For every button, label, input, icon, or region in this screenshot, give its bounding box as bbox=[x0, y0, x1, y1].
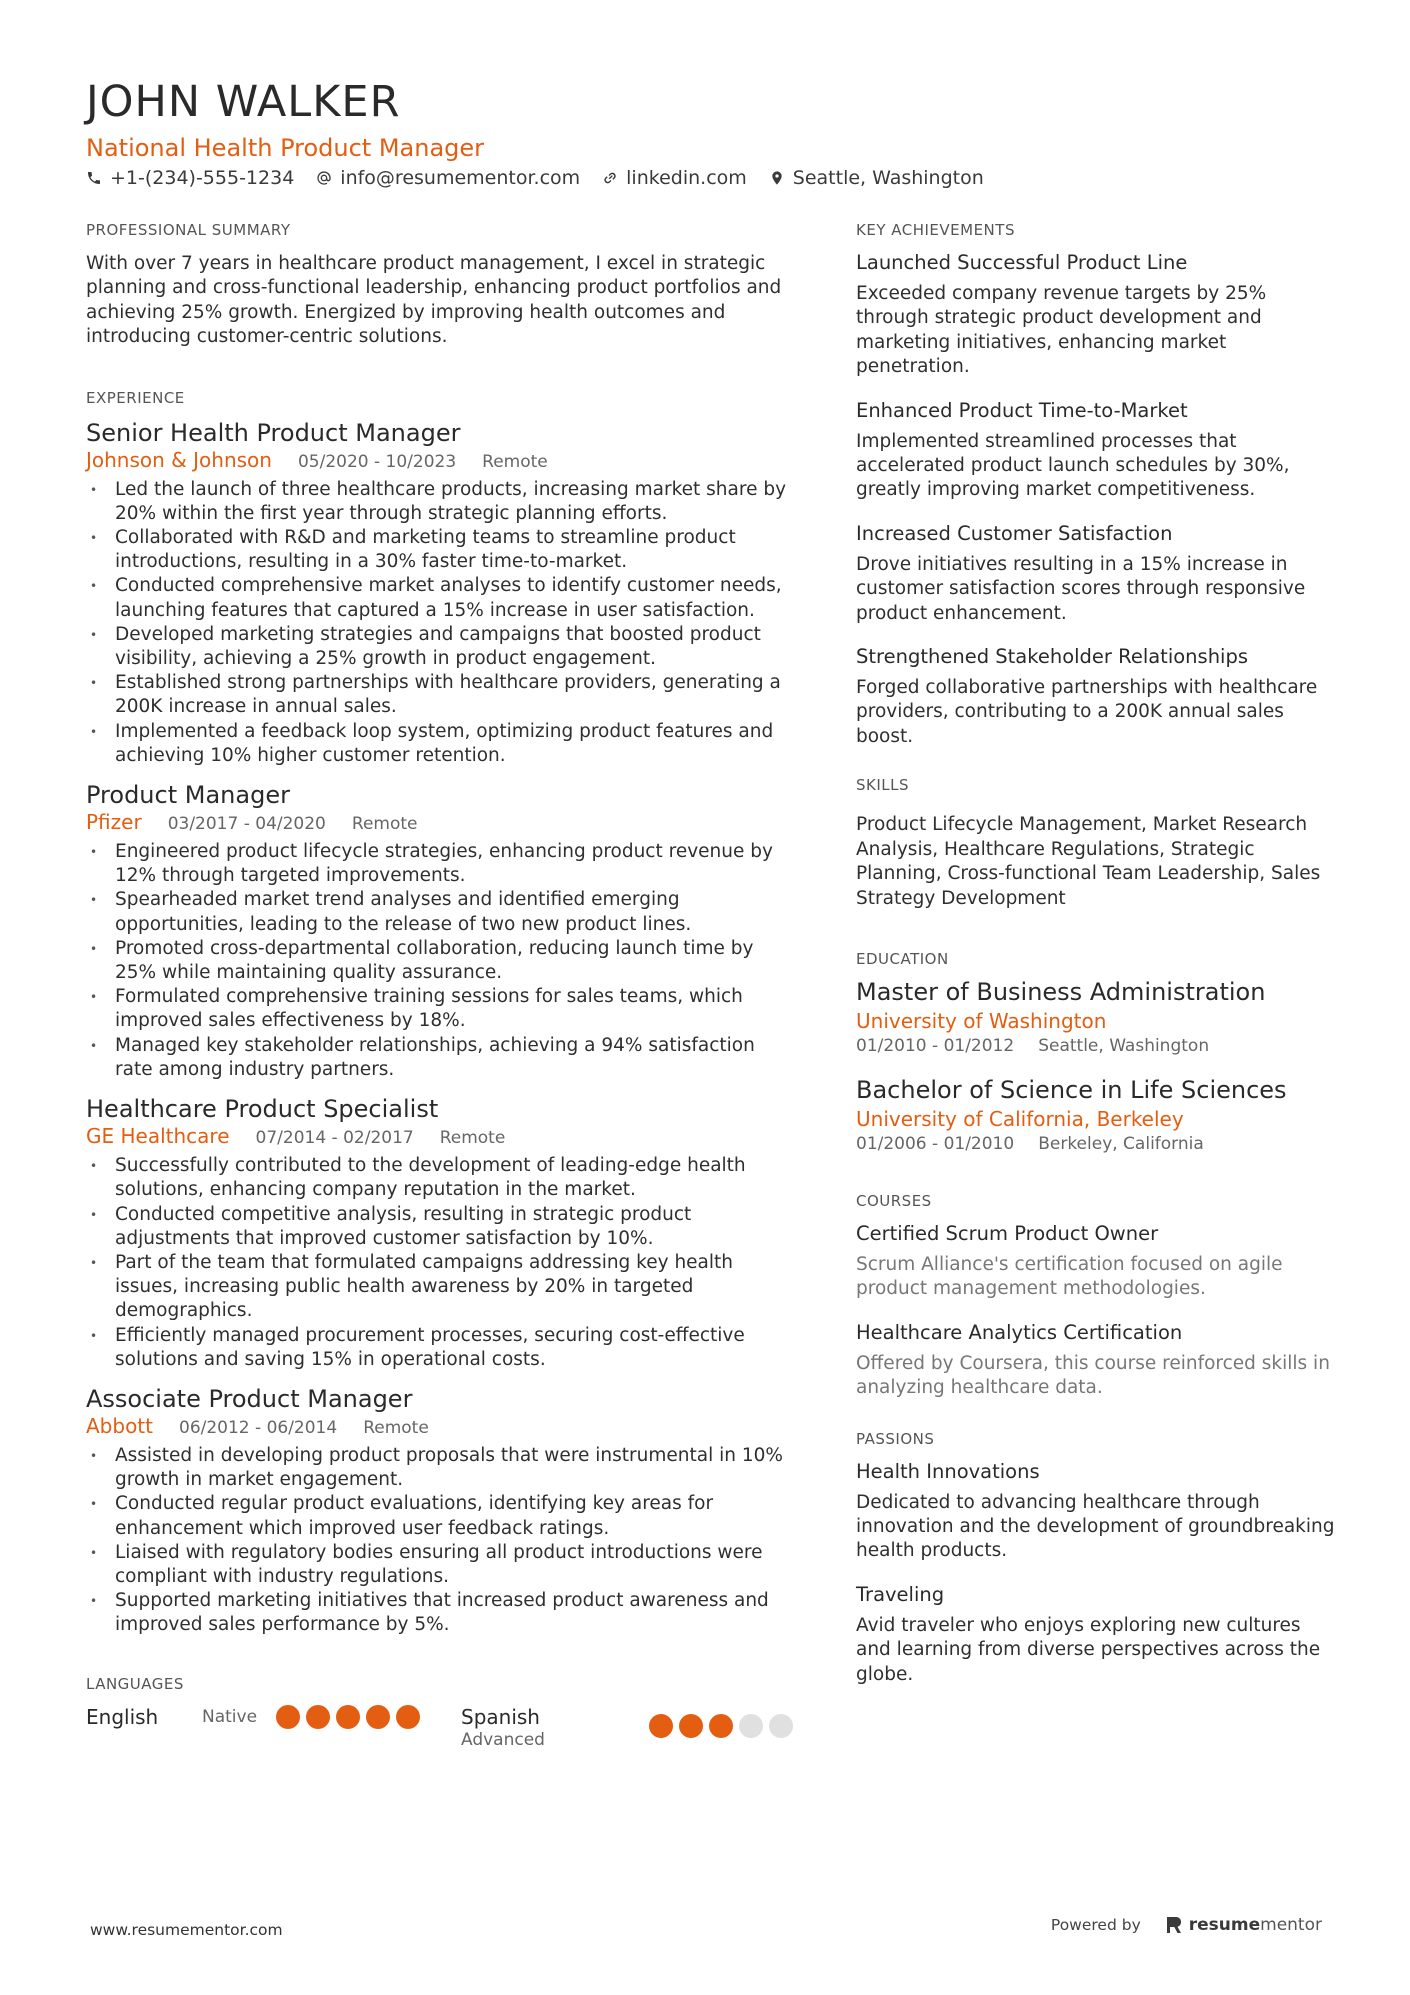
job-meta bbox=[86, 1414, 796, 1440]
achievement-item bbox=[856, 398, 1341, 503]
achievement-text: Drove initiatives resulting in a 15% increase in customer satisfaction scores through responsive product enhancement. bbox=[856, 553, 1306, 624]
language-name: Spanish bbox=[461, 1704, 540, 1729]
skills-heading: SKILLS bbox=[856, 776, 910, 795]
resumementor-logo-icon bbox=[1165, 1915, 1183, 1935]
achievement-text: Implemented streamlined processes that accelerated product launch schedules by 30%, greatly improving market competitiveness. bbox=[856, 430, 1290, 501]
education-location: Seattle, Washington bbox=[1038, 1035, 1210, 1056]
achievement-item bbox=[856, 521, 1341, 626]
education-school: University of Washington bbox=[856, 1008, 1107, 1033]
location-pin-icon bbox=[769, 170, 785, 186]
achievement-title: Increased Customer Satisfaction bbox=[856, 521, 1173, 545]
rating-dot-filled bbox=[709, 1714, 733, 1738]
achievements-heading: KEY ACHIEVEMENTS bbox=[856, 221, 1015, 239]
job-title: Associate Product Manager bbox=[86, 1384, 413, 1413]
achievement-text: Forged collaborative partnerships with healthcare providers, contributing to a 200K annual sales boost. bbox=[856, 677, 1318, 747]
job-bullet: • Engineered product lifecycle strategies, enhancing product revenue by 12% through targeted improvements. bbox=[86, 840, 796, 888]
job-title: Senior Health Product Manager bbox=[86, 418, 461, 447]
job-bullet: • Formulated comprehensive training sessions for sales teams, which improved sales effectiveness by 18%. bbox=[86, 985, 796, 1033]
job-location: Remote bbox=[439, 1128, 506, 1149]
course-text: Offered by Coursera, this course reinforced skills in analyzing healthcare data. bbox=[856, 1352, 1330, 1399]
job-bullet: • Assisted in developing product proposals that were instrumental in 10% growth in market engagement. bbox=[86, 1444, 796, 1492]
job-bullet: • Conducted regular product evaluations, identifying key areas for enhancement which improved user feedback ratings. bbox=[86, 1492, 796, 1540]
job-meta bbox=[86, 810, 796, 836]
job-location: Remote bbox=[482, 451, 548, 472]
left-column bbox=[86, 220, 796, 1750]
education-section bbox=[856, 949, 1341, 1155]
languages-list bbox=[86, 1704, 796, 1750]
job-location: Remote bbox=[351, 814, 418, 835]
languages-section bbox=[86, 1674, 796, 1750]
passions-section bbox=[856, 1429, 1341, 1687]
passion-title: Health Innovations bbox=[856, 1459, 1040, 1483]
summary-section bbox=[86, 220, 796, 350]
education-item bbox=[856, 1075, 1341, 1155]
job-dates: 06/2012 - 06/2014 bbox=[179, 1417, 338, 1438]
job-entry bbox=[86, 780, 796, 1082]
course-title: Healthcare Analytics Certification bbox=[856, 1320, 1183, 1344]
language-level: Native bbox=[202, 1706, 258, 1727]
rating-dot-filled bbox=[336, 1705, 360, 1729]
job-bullet: • Collaborated with R&D and marketing teams to streamline product introductions, resulting in a 30% faster time-to-market. bbox=[86, 526, 796, 574]
job-dates: 05/2020 - 10/2023 bbox=[297, 451, 457, 472]
education-dates: 01/2006 - 01/2010 bbox=[856, 1133, 1015, 1154]
achievement-title: Launched Successful Product Line bbox=[856, 251, 1188, 274]
job-dates: 03/2017 - 04/2020 bbox=[167, 814, 326, 835]
job-bullet: • Supported marketing initiatives that increased product awareness and improved sales performance by 5%. bbox=[86, 1589, 796, 1637]
language-rating bbox=[649, 1714, 793, 1738]
job-company: Pfizer bbox=[86, 810, 142, 835]
education-heading: EDUCATION bbox=[856, 949, 949, 968]
achievements-section bbox=[856, 220, 1341, 749]
courses-heading: COURSES bbox=[856, 1191, 932, 1210]
link-icon bbox=[602, 170, 618, 186]
job-location: Remote bbox=[363, 1417, 429, 1438]
summary-heading: PROFESSIONAL SUMMARY bbox=[86, 221, 291, 239]
course-item bbox=[856, 1221, 1341, 1302]
course-text: Scrum Alliance's certification focused on agile product management methodologies. bbox=[856, 1253, 1283, 1300]
job-bullet: • Implemented a feedback loop system, optimizing product features and achieving 10% higher customer retention. bbox=[86, 720, 796, 768]
job-meta bbox=[86, 448, 796, 474]
job-bullet: • Efficiently managed procurement processes, securing cost-effective solutions and saving 15% in operational costs. bbox=[86, 1324, 796, 1372]
job-bullets bbox=[86, 478, 796, 768]
at-icon bbox=[316, 170, 332, 186]
contact-location bbox=[769, 164, 984, 192]
summary-text: With over 7 years in healthcare product management, I excel in strategic planning and cross-functional leadership, enhancing product portfolios and achieving 25% growth. Energized by improving health outcomes and introducing customer-centric solutions. bbox=[86, 253, 782, 348]
job-bullet: • Successfully contributed to the development of leading-edge health solutions, enhancing company reputation in the market. bbox=[86, 1154, 796, 1202]
job-entry bbox=[86, 1094, 796, 1372]
skills-section bbox=[856, 775, 1341, 911]
language-name: English bbox=[86, 1704, 159, 1729]
passion-title: Traveling bbox=[856, 1582, 945, 1606]
passion-item bbox=[856, 1459, 1341, 1564]
contact-phone bbox=[86, 164, 294, 192]
rating-dot-filled bbox=[649, 1714, 673, 1738]
achievement-item bbox=[856, 250, 1341, 380]
job-entry bbox=[86, 418, 796, 768]
job-bullet: • Managed key stakeholder relationships, achieving a 94% satisfaction rate among industry partners. bbox=[86, 1034, 796, 1082]
rating-dot-empty bbox=[739, 1714, 763, 1738]
passion-text: Avid traveler who enjoys exploring new cultures and learning from diverse perspectives across the globe. bbox=[856, 1614, 1321, 1685]
brand-name-light: mentor bbox=[1260, 1915, 1322, 1935]
course-item bbox=[856, 1320, 1341, 1401]
education-meta bbox=[856, 1133, 1341, 1155]
footer-website[interactable]: www.resumementor.com bbox=[90, 1921, 283, 1939]
job-bullet: • Liaised with regulatory bodies ensuring all product introductions were compliant with industry regulations. bbox=[86, 1541, 796, 1589]
courses-section bbox=[856, 1191, 1341, 1401]
brand-name-bold: resume bbox=[1188, 1915, 1261, 1935]
education-meta bbox=[856, 1035, 1341, 1057]
rating-dot-filled bbox=[396, 1705, 420, 1729]
candidate-role: National Health Product Manager bbox=[86, 134, 485, 162]
language-rating bbox=[276, 1705, 420, 1729]
achievement-title: Enhanced Product Time-to-Market bbox=[856, 398, 1188, 422]
job-bullet: • Spearheaded market trend analyses and identified emerging opportunities, leading to the release of two new product lines. bbox=[86, 888, 796, 936]
language-level: Advanced bbox=[461, 1729, 545, 1750]
powered-by-label: Powered by bbox=[1050, 1916, 1141, 1934]
phone-icon bbox=[86, 170, 102, 186]
job-bullet: • Established strong partnerships with healthcare providers, generating a 200K increase in annual sales. bbox=[86, 671, 796, 719]
contact-linkedin[interactable] bbox=[602, 164, 747, 192]
job-bullets bbox=[86, 1444, 796, 1638]
education-dates: 01/2010 - 01/2012 bbox=[856, 1035, 1015, 1056]
job-meta bbox=[86, 1124, 796, 1150]
contact-email[interactable] bbox=[316, 164, 580, 192]
passion-text: Dedicated to advancing healthcare through innovation and the development of groundbreaking health products. bbox=[856, 1491, 1335, 1562]
rating-dot-filled bbox=[679, 1714, 703, 1738]
language-spanish bbox=[461, 1704, 796, 1750]
rating-dot-filled bbox=[276, 1705, 300, 1729]
rating-dot-filled bbox=[366, 1705, 390, 1729]
job-bullet: • Promoted cross-departmental collaboration, reducing launch time by 25% while maintaining quality assurance. bbox=[86, 937, 796, 985]
rating-dot-empty bbox=[769, 1714, 793, 1738]
candidate-name: JOHN WALKER bbox=[86, 77, 401, 127]
experience-section bbox=[86, 388, 796, 1638]
education-degree: Master of Business Administration bbox=[856, 977, 1266, 1006]
job-company: Johnson & Johnson bbox=[86, 447, 272, 472]
job-entry bbox=[86, 1384, 796, 1638]
job-company: Abbott bbox=[86, 1413, 153, 1438]
education-degree: Bachelor of Science in Life Sciences bbox=[856, 1075, 1287, 1104]
achievement-text: Exceeded company revenue targets by 25% through strategic product development and marketing initiatives, enhancing market penetration. bbox=[856, 283, 1267, 378]
job-bullets bbox=[86, 840, 796, 1082]
phone-text: +1-(234)-555-1234 bbox=[110, 167, 295, 189]
passions-heading: PASSIONS bbox=[856, 1429, 935, 1448]
job-bullet: • Conducted comprehensive market analyses to identify customer needs, launching features that captured a 15% increase in user satisfaction. bbox=[86, 574, 796, 622]
job-title: Healthcare Product Specialist bbox=[86, 1095, 439, 1124]
language-english bbox=[86, 1704, 461, 1730]
job-bullet: • Conducted competitive analysis, resulting in strategic product adjustments that improved customer satisfaction by 10%. bbox=[86, 1203, 796, 1251]
language-text-block bbox=[461, 1704, 649, 1750]
job-bullet: • Part of the team that formulated campaigns addressing key health issues, increasing public health awareness by 20% in targeted demographics. bbox=[86, 1251, 796, 1324]
languages-heading: LANGUAGES bbox=[86, 1674, 184, 1693]
location-text: Seattle, Washington bbox=[792, 167, 984, 189]
right-column bbox=[856, 220, 1341, 1705]
job-bullet: • Developed marketing strategies and campaigns that boosted product visibility, achieving a 25% growth in product engagement. bbox=[86, 623, 796, 671]
job-title: Product Manager bbox=[86, 781, 290, 810]
rating-dot-filled bbox=[306, 1705, 330, 1729]
experience-heading: EXPERIENCE bbox=[86, 388, 185, 407]
education-item bbox=[856, 977, 1341, 1057]
achievement-item bbox=[856, 644, 1341, 749]
achievement-title: Strengthened Stakeholder Relationships bbox=[856, 645, 1249, 669]
footer-branding bbox=[1051, 1915, 1322, 1935]
course-title: Certified Scrum Product Owner bbox=[856, 1221, 1159, 1245]
job-bullet: • Led the launch of three healthcare products, increasing market share by 20% within the first year through strategic planning efforts. bbox=[86, 478, 796, 526]
education-school: University of California, Berkeley bbox=[856, 1106, 1184, 1131]
job-dates: 07/2014 - 02/2017 bbox=[255, 1128, 414, 1149]
job-company: GE Healthcare bbox=[86, 1124, 230, 1149]
skills-text: Product Lifecycle Management, Market Research Analysis, Healthcare Regulations, Strategic Planning, Cross-functional Team Leadership, Sales Strategy Development bbox=[856, 814, 1321, 909]
job-bullets bbox=[86, 1154, 796, 1372]
education-location: Berkeley, California bbox=[1038, 1133, 1204, 1154]
linkedin-text[interactable]: linkedin.com bbox=[626, 167, 747, 189]
email-text[interactable]: info@resumementor.com bbox=[340, 167, 581, 189]
brand-logo[interactable] bbox=[1165, 1915, 1322, 1935]
contact-bar bbox=[86, 164, 984, 192]
passion-item bbox=[856, 1582, 1341, 1687]
